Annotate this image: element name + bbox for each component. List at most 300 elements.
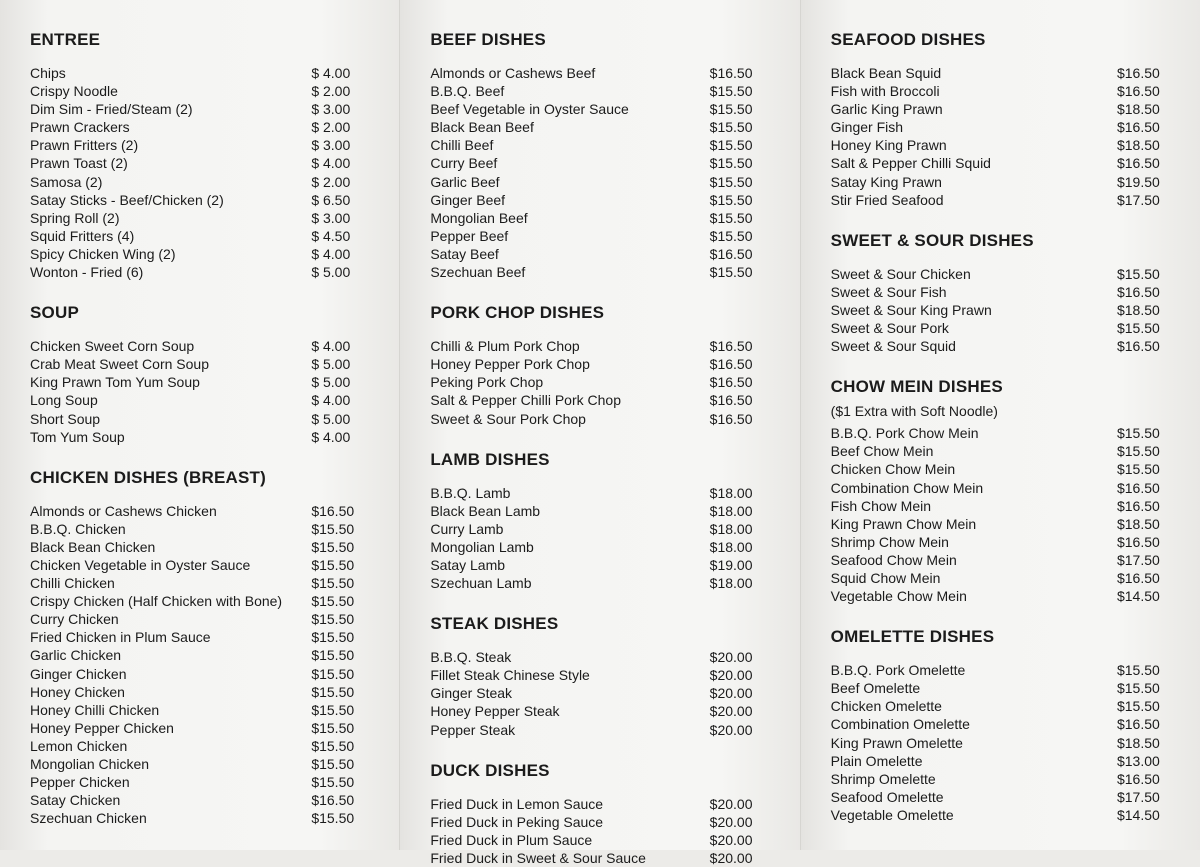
menu-item-price: $16.50 xyxy=(1116,65,1160,81)
menu-section xyxy=(831,231,1182,355)
menu-item-name: Pepper Chicken xyxy=(30,774,130,791)
menu-item-name: Mongolian Beef xyxy=(430,209,528,226)
menu-item-price: $ 4.00 xyxy=(311,245,351,262)
menu-item xyxy=(831,679,1182,697)
menu-item-name: Tom Yum Soup xyxy=(30,428,125,445)
menu-section xyxy=(430,614,781,738)
menu-item-price: $15.50 xyxy=(1116,680,1160,697)
menu-item-price: $16.50 xyxy=(311,502,355,519)
menu-item-name: Stir Fried Seafood xyxy=(830,191,944,208)
menu-item-price: $19.50 xyxy=(1116,173,1160,190)
menu-item-price: $15.50 xyxy=(311,701,355,718)
menu-item xyxy=(430,648,781,666)
menu-item xyxy=(30,538,381,556)
menu-item-name: Beef Vegetable in Oyster Sauce xyxy=(430,101,629,118)
menu-item-name: Mongolian Chicken xyxy=(30,756,150,772)
menu-item-name: B.B.Q. Pork Omelette xyxy=(830,662,966,679)
menu-item-name: Lemon Chicken xyxy=(30,737,128,754)
menu-item-price: $20.00 xyxy=(709,685,753,702)
menu-item-name: Vegetable Chow Mein xyxy=(830,588,967,605)
menu-item-price: $ 5.00 xyxy=(311,356,351,373)
menu-item-name: B.B.Q. Chicken xyxy=(30,520,126,537)
menu-section xyxy=(831,627,1182,824)
menu-item xyxy=(831,301,1182,319)
menu-item xyxy=(30,520,381,538)
menu-item-price: $20.00 xyxy=(709,667,753,684)
menu-item-price: $18.50 xyxy=(1116,515,1160,532)
menu-item-name: Curry Lamb xyxy=(430,520,504,537)
menu-item-name: Squid Fritters (4) xyxy=(30,227,135,244)
menu-item-name: B.B.Q. Pork Chow Mein xyxy=(830,425,979,442)
menu-item xyxy=(831,697,1182,715)
menu-item-price: $16.50 xyxy=(1116,569,1160,586)
menu-item xyxy=(430,410,781,428)
menu-item-name: Crab Meat Sweet Corn Soup xyxy=(30,356,209,373)
menu-item xyxy=(831,64,1182,82)
menu-item-price: $16.50 xyxy=(709,65,753,81)
menu-item-price: $16.50 xyxy=(1116,497,1160,514)
menu-item-name: Pepper Beef xyxy=(430,227,509,244)
menu-item-price: $20.00 xyxy=(709,721,753,738)
menu-item xyxy=(430,373,781,391)
menu-item-price: $ 5.00 xyxy=(311,410,351,427)
menu-item xyxy=(831,442,1182,460)
menu-item-price: $15.50 xyxy=(1116,662,1160,679)
menu-item-price: $15.50 xyxy=(709,227,753,244)
menu-item xyxy=(30,410,381,428)
menu-item-price: $15.50 xyxy=(1116,265,1160,282)
menu-item-name: Chicken Omelette xyxy=(830,698,942,715)
menu-item xyxy=(831,154,1182,172)
menu-item-price: $20.00 xyxy=(709,849,753,866)
menu-item xyxy=(30,556,381,574)
menu-item xyxy=(30,64,381,82)
menu-item xyxy=(30,118,381,136)
menu-item-price: $ 4.50 xyxy=(311,227,351,244)
menu-item-price: $15.50 xyxy=(709,83,753,100)
menu-item-name: Honey Chilli Chicken xyxy=(30,701,160,718)
menu-item xyxy=(430,502,781,520)
menu-item-price: $15.50 xyxy=(709,264,753,281)
menu-item-name: Squid Chow Mein xyxy=(830,569,941,586)
menu-item-name: Almonds or Cashews Beef xyxy=(430,65,596,81)
menu-item-price: $15.50 xyxy=(311,719,355,736)
menu-item xyxy=(831,752,1182,770)
menu-item xyxy=(831,515,1182,533)
menu-item-name: Seafood Omelette xyxy=(830,788,944,805)
menu-item xyxy=(430,702,781,720)
menu-item-price: $15.50 xyxy=(311,575,355,592)
menu-item-name: Prawn Fritters (2) xyxy=(30,137,139,154)
menu-item-price: $15.50 xyxy=(1116,443,1160,460)
menu-item-price: $15.50 xyxy=(311,810,355,827)
menu-item xyxy=(831,788,1182,806)
menu-item-price: $16.50 xyxy=(709,338,753,355)
menu-item xyxy=(430,666,781,684)
menu-item-name: Spring Roll (2) xyxy=(30,209,120,226)
menu-item-name: Honey Chicken xyxy=(30,683,125,700)
menu-item-name: Dim Sim - Fried/Steam (2) xyxy=(30,101,193,118)
menu-item xyxy=(30,100,381,118)
menu-item-name: Szechuan Chicken xyxy=(30,810,147,827)
menu-item xyxy=(30,136,381,154)
menu-item-name: Seafood Chow Mein xyxy=(830,551,957,568)
menu-item xyxy=(831,479,1182,497)
menu-item-name: Combination Chow Mein xyxy=(830,479,984,496)
menu-item-price: $18.00 xyxy=(709,520,753,537)
menu-item xyxy=(831,569,1182,587)
section-title: DUCK DISHES xyxy=(430,760,550,780)
menu-item-name: Garlic Chicken xyxy=(30,647,122,664)
menu-item xyxy=(430,82,781,100)
menu-item xyxy=(30,646,381,664)
menu-item xyxy=(30,755,381,773)
menu-item-price: $17.50 xyxy=(1116,551,1160,568)
menu-item-price: $ 3.00 xyxy=(311,209,351,226)
menu-section xyxy=(831,377,1182,605)
menu-item-name: Ginger Fish xyxy=(830,119,904,136)
menu-item xyxy=(430,849,781,867)
menu-item-name: B.B.Q. Lamb xyxy=(430,484,511,501)
menu-item-price: $ 5.00 xyxy=(311,264,351,281)
menu-item-price: $16.50 xyxy=(709,392,753,409)
menu-item-name: Fillet Steak Chinese Style xyxy=(430,667,590,684)
menu-item-name: Ginger Chicken xyxy=(30,665,127,682)
menu-item xyxy=(831,173,1182,191)
menu-item xyxy=(831,136,1182,154)
menu-item-price: $18.50 xyxy=(1116,101,1160,118)
menu-item-name: Sweet & Sour Fish xyxy=(830,283,947,300)
menu-item-price: $13.00 xyxy=(1116,752,1160,769)
menu-item-name: Samosa (2) xyxy=(30,173,103,190)
menu-item-name: Garlic King Prawn xyxy=(830,101,943,118)
menu-item xyxy=(430,538,781,556)
menu-item-name: Black Bean Lamb xyxy=(430,502,541,519)
menu-item-name: Crispy Chicken (Half Chicken with Bone) xyxy=(30,593,283,610)
menu-item-price: $15.50 xyxy=(311,520,355,537)
menu-item-price: $16.50 xyxy=(1116,533,1160,550)
menu-item-name: Spicy Chicken Wing (2) xyxy=(30,245,176,262)
menu-item-name: Prawn Crackers xyxy=(30,119,130,136)
menu-item-name: Prawn Toast (2) xyxy=(30,155,128,172)
menu-item xyxy=(30,173,381,191)
menu-item xyxy=(430,721,781,739)
menu-item xyxy=(831,497,1182,515)
menu-item xyxy=(430,136,781,154)
menu-item-name: Wonton - Fried (6) xyxy=(30,264,144,281)
menu-item-name: Honey King Prawn xyxy=(830,137,947,154)
menu-item xyxy=(831,265,1182,283)
menu-item-price: $15.50 xyxy=(311,756,355,772)
menu-item-price: $15.50 xyxy=(311,647,355,664)
menu-item-price: $18.00 xyxy=(709,502,753,519)
menu-item-name: Black Bean Chicken xyxy=(30,538,156,555)
menu-item xyxy=(430,574,781,592)
menu-item xyxy=(30,773,381,791)
menu-item xyxy=(831,319,1182,337)
section-note: ($1 Extra with Soft Noodle) xyxy=(830,403,998,420)
menu-item-price: $14.50 xyxy=(1116,806,1160,823)
section-title: SWEET & SOUR DISHES xyxy=(830,230,1034,250)
menu-item-price: $16.50 xyxy=(1116,155,1160,172)
menu-item-name: Black Bean Beef xyxy=(430,119,534,136)
menu-item xyxy=(831,734,1182,752)
menu-item-price: $ 3.00 xyxy=(311,137,351,154)
section-title: PORK CHOP DISHES xyxy=(430,303,605,323)
menu-item-price: $ 6.50 xyxy=(311,191,351,208)
menu-item-name: Honey Pepper Chicken xyxy=(30,719,174,736)
menu-item-price: $15.50 xyxy=(709,173,753,190)
menu-item xyxy=(30,665,381,683)
menu-item xyxy=(30,355,381,373)
menu-item-price: $ 2.00 xyxy=(311,119,351,136)
menu-item-price: $16.50 xyxy=(709,410,753,427)
menu-item-price: $16.50 xyxy=(1116,479,1160,496)
menu-item xyxy=(30,701,381,719)
menu-item xyxy=(831,100,1182,118)
menu-item xyxy=(30,82,381,100)
menu-item xyxy=(30,191,381,209)
menu-item-name: Chips xyxy=(30,65,66,81)
menu-item xyxy=(30,737,381,755)
menu-item-name: Satay Chicken xyxy=(30,792,121,809)
menu-item-name: Shrimp Omelette xyxy=(830,770,936,787)
menu-item-price: $15.50 xyxy=(709,137,753,154)
menu-item-name: Combination Omelette xyxy=(830,716,970,733)
menu-item xyxy=(430,227,781,245)
menu-item-price: $15.50 xyxy=(1116,425,1160,442)
menu-item-price: $20.00 xyxy=(709,795,753,812)
section-title: OMELETTE DISHES xyxy=(830,627,995,647)
menu-item-price: $14.50 xyxy=(1116,588,1160,605)
menu-item xyxy=(30,154,381,172)
menu-section xyxy=(430,761,781,867)
menu-item-name: Fish with Broccoli xyxy=(830,83,940,100)
menu-item-price: $15.50 xyxy=(709,191,753,208)
menu-item-price: $17.50 xyxy=(1116,191,1160,208)
menu-item xyxy=(430,154,781,172)
menu-item-name: Chicken Sweet Corn Soup xyxy=(30,338,195,355)
menu-item-name: Fish Chow Mein xyxy=(830,497,932,514)
menu-item-name: Short Soup xyxy=(30,410,101,427)
menu-item-price: $16.50 xyxy=(1116,338,1160,355)
menu-item-price: $19.00 xyxy=(709,556,753,573)
menu-item xyxy=(831,118,1182,136)
menu-item-price: $20.00 xyxy=(709,813,753,830)
menu-item-name: Pepper Steak xyxy=(430,721,516,738)
menu-section xyxy=(430,450,781,593)
menu-item xyxy=(831,551,1182,569)
menu-item-price: $20.00 xyxy=(709,649,753,666)
menu-item xyxy=(30,263,381,281)
section-title: ENTREE xyxy=(30,30,101,49)
menu-item xyxy=(831,337,1182,355)
menu-item-price: $18.00 xyxy=(709,575,753,592)
menu-item-price: $15.50 xyxy=(311,774,355,791)
menu-item-price: $15.50 xyxy=(311,683,355,700)
menu-item xyxy=(30,227,381,245)
menu-item-price: $15.50 xyxy=(709,155,753,172)
menu-item-name: Long Soup xyxy=(30,392,98,409)
menu-item-price: $ 2.00 xyxy=(311,173,351,190)
menu-item-name: Ginger Steak xyxy=(430,685,513,702)
menu-item xyxy=(30,809,381,827)
menu-item-name: Chicken Chow Mein xyxy=(830,461,956,478)
menu-item-name: Curry Beef xyxy=(430,155,498,172)
menu-item-price: $16.50 xyxy=(311,792,355,809)
menu-item-name: Satay King Prawn xyxy=(830,173,942,190)
menu-item-name: Salt & Pepper Chilli Squid xyxy=(830,155,991,172)
menu-item-name: B.B.Q. Beef xyxy=(430,83,505,100)
menu-item-name: Chilli Beef xyxy=(430,137,494,154)
menu-item-name: Szechuan Beef xyxy=(430,264,526,281)
menu-item-price: $ 5.00 xyxy=(311,374,351,391)
section-title: CHICKEN DISHES (BREAST) xyxy=(30,467,267,487)
menu-section xyxy=(831,30,1182,209)
menu-column-2 xyxy=(399,0,799,866)
menu-item xyxy=(430,484,781,502)
menu-section xyxy=(30,303,381,446)
menu-item-price: $16.50 xyxy=(1116,716,1160,733)
menu-item xyxy=(430,100,781,118)
menu-item-price: $20.00 xyxy=(709,703,753,720)
menu-item xyxy=(30,592,381,610)
menu-item-price: $ 4.00 xyxy=(311,428,351,445)
menu-item-price: $15.50 xyxy=(311,665,355,682)
menu-item-price: $15.50 xyxy=(1116,461,1160,478)
menu-item-name: Szechuan Lamb xyxy=(430,575,532,592)
section-title: LAMB DISHES xyxy=(430,449,550,469)
menu-item xyxy=(831,770,1182,788)
menu-item-name: Fried Duck in Sweet & Sour Sauce xyxy=(430,849,646,866)
section-title: SOUP xyxy=(30,303,79,323)
section-title: CHOW MEIN DISHES xyxy=(830,377,1003,397)
menu-item-price: $16.50 xyxy=(1116,283,1160,300)
menu-item xyxy=(831,460,1182,478)
menu-item-price: $15.50 xyxy=(1116,698,1160,715)
menu-item xyxy=(430,173,781,191)
menu-item-price: $18.00 xyxy=(709,484,753,501)
menu-item-price: $15.50 xyxy=(311,737,355,754)
menu-item-name: Honey Pepper Pork Chop xyxy=(430,356,590,373)
section-title: STEAK DISHES xyxy=(430,614,559,634)
menu-item xyxy=(430,831,781,849)
menu-item-name: Fried Duck in Peking Sauce xyxy=(430,813,604,830)
menu-item-name: King Prawn Tom Yum Soup xyxy=(30,374,200,391)
menu-item xyxy=(30,209,381,227)
menu-item-price: $17.50 xyxy=(1116,788,1160,805)
menu-item xyxy=(430,209,781,227)
menu-item-price: $16.50 xyxy=(709,245,753,262)
menu-item-name: Satay Lamb xyxy=(430,556,506,573)
menu-item xyxy=(30,391,381,409)
menu-item xyxy=(430,520,781,538)
menu-item-name: Chilli & Plum Pork Chop xyxy=(430,338,580,355)
menu-item xyxy=(831,715,1182,733)
menu-item-name: Chilli Chicken xyxy=(30,575,115,592)
menu-item-name: Honey Pepper Steak xyxy=(430,703,560,720)
menu-item xyxy=(30,337,381,355)
menu-item-name: Fried Duck in Plum Sauce xyxy=(430,831,593,848)
menu-item-name: Curry Chicken xyxy=(30,611,119,628)
menu-item-name: Peking Pork Chop xyxy=(430,374,544,391)
menu-item-name: Fried Chicken in Plum Sauce xyxy=(30,629,211,646)
menu-item-name: Salt & Pepper Chilli Pork Chop xyxy=(430,392,621,409)
menu-item-name: Sweet & Sour King Prawn xyxy=(830,301,992,318)
menu-item-price: $16.50 xyxy=(709,356,753,373)
menu-section xyxy=(30,468,381,828)
menu-item xyxy=(430,391,781,409)
menu-item-price: $18.00 xyxy=(709,538,753,555)
menu-item-price: $ 4.00 xyxy=(311,338,351,355)
menu-item-price: $15.50 xyxy=(311,556,355,573)
menu-item xyxy=(831,533,1182,551)
menu-item-name: Beef Chow Mein xyxy=(830,443,934,460)
menu-item-price: $18.50 xyxy=(1116,137,1160,154)
menu-item xyxy=(831,806,1182,824)
menu-item-price: $15.50 xyxy=(709,209,753,226)
menu-section xyxy=(30,30,381,281)
menu-item xyxy=(831,283,1182,301)
menu-item xyxy=(430,355,781,373)
menu-item xyxy=(831,424,1182,442)
menu-item xyxy=(30,574,381,592)
menu-item-price: $ 2.00 xyxy=(311,83,351,100)
menu-item xyxy=(30,373,381,391)
menu-item xyxy=(430,684,781,702)
menu-item-name: Ginger Beef xyxy=(430,191,506,208)
menu-item xyxy=(831,661,1182,679)
section-title: BEEF DISHES xyxy=(430,30,546,49)
menu-item-price: $ 4.00 xyxy=(311,392,351,409)
menu-item-name: Garlic Beef xyxy=(430,173,500,190)
menu-item xyxy=(831,587,1182,605)
menu-item-name: Shrimp Chow Mein xyxy=(830,533,949,550)
menu-item-name: Mongolian Lamb xyxy=(430,538,534,555)
menu-item-name: Black Bean Squid xyxy=(830,65,942,81)
menu-item-price: $15.50 xyxy=(311,611,355,628)
menu-item-name: Almonds or Cashews Chicken xyxy=(30,502,217,519)
menu-item xyxy=(430,337,781,355)
menu-item-price: $15.50 xyxy=(311,629,355,646)
menu-item xyxy=(30,428,381,446)
menu-item xyxy=(831,191,1182,209)
menu-section xyxy=(430,303,781,427)
menu-item-name: Plain Omelette xyxy=(830,752,923,769)
section-title: SEAFOOD DISHES xyxy=(830,30,986,49)
menu-item xyxy=(30,245,381,263)
menu-item-name: Satay Beef xyxy=(430,245,499,262)
menu-item-price: $16.50 xyxy=(1116,770,1160,787)
menu-item-name: Chicken Vegetable in Oyster Sauce xyxy=(30,556,251,573)
menu-item-price: $ 4.00 xyxy=(311,65,351,81)
menu-item xyxy=(30,628,381,646)
menu-item xyxy=(30,791,381,809)
menu-item xyxy=(30,502,381,520)
menu-item-price: $18.50 xyxy=(1116,301,1160,318)
menu-item xyxy=(430,191,781,209)
menu-item xyxy=(30,683,381,701)
menu-item-price: $15.50 xyxy=(311,538,355,555)
menu-column-1 xyxy=(0,0,399,850)
menu-item xyxy=(430,813,781,831)
menu-item xyxy=(430,245,781,263)
menu-item-price: $15.50 xyxy=(311,593,355,610)
menu-item xyxy=(430,795,781,813)
menu-item-name: Sweet & Sour Pork Chop xyxy=(430,410,586,427)
menu-item xyxy=(430,64,781,82)
menu-item xyxy=(430,118,781,136)
